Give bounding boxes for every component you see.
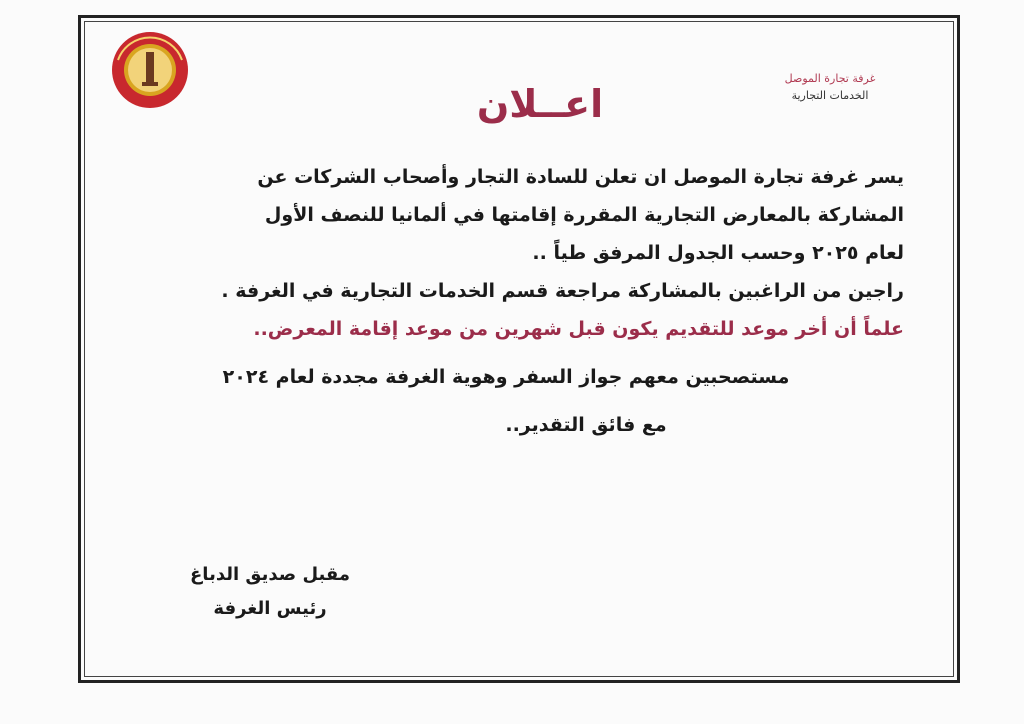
body-line-1: يسر غرفة تجارة الموصل ان تعلن للسادة التجار وأصحاب الشركات عن bbox=[257, 166, 904, 188]
announcement-body bbox=[108, 158, 904, 444]
deadline-note: علماً أن أخر موعد للتقديم يكون قبل شهرين من موعد إقامة المعرض.. bbox=[253, 318, 904, 340]
org-name: غرفة تجارة الموصل bbox=[784, 72, 876, 85]
header-org-block bbox=[760, 70, 900, 104]
announcement-title: اعــلان bbox=[476, 82, 604, 126]
body-line-2: المشاركة بالمعارض التجارية المقررة إقامتها في ألمانيا للنصف الأول bbox=[264, 204, 904, 226]
requirements-note: مستصحبين معهم جواز السفر وهوية الغرفة مجددة لعام ٢٠٢٤ bbox=[222, 366, 790, 388]
body-line-4: راجين من الراغبين بالمشاركة مراجعة قسم الخدمات التجارية في الغرفة . bbox=[221, 280, 904, 302]
signatory-name: مقبل صديق الدباغ bbox=[190, 564, 350, 585]
closing-line: مع فائق التقدير.. bbox=[505, 414, 667, 436]
department-name: الخدمات التجارية bbox=[791, 89, 869, 102]
chamber-logo-icon bbox=[104, 30, 196, 110]
chamber-logo bbox=[104, 30, 196, 110]
body-line-3: لعام ٢٠٢٥ وحسب الجدول المرفق طياً .. bbox=[532, 242, 904, 264]
signature-block bbox=[170, 558, 370, 626]
signatory-title: رئيس الغرفة bbox=[213, 598, 327, 619]
